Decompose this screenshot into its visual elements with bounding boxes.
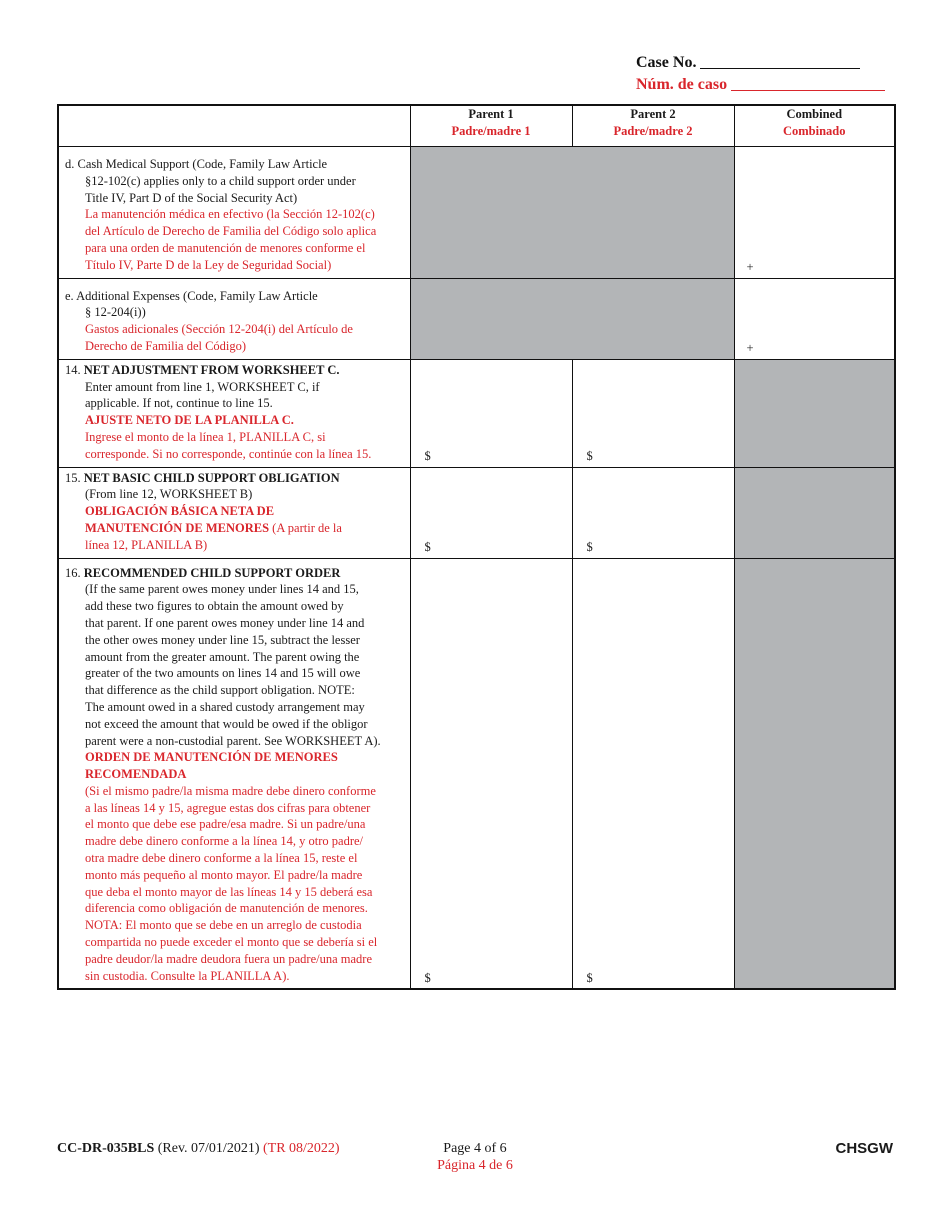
- column-header-parent2: [572, 105, 734, 147]
- row-d-es-line: del Artículo de Derecho de Familia del Código solo aplica: [85, 224, 377, 239]
- row-14-net-adjustment: [58, 359, 895, 467]
- row-16-parent1-input[interactable]: [410, 558, 572, 989]
- column-header-combined: [734, 105, 895, 147]
- row-15-parent2-input[interactable]: [572, 467, 734, 558]
- row-15-title-es: MANUTENCIÓN DE MENORES: [85, 520, 270, 535]
- case-number-label-es: Núm. de caso: [636, 76, 728, 93]
- row-d-en-line: §12-102(c) applies only to a child support order under: [85, 173, 356, 188]
- row-e-es-line: Gastos adicionales (Sección 12-204(i) del Artículo de: [85, 322, 353, 337]
- plus-sign: +: [746, 340, 754, 355]
- row-16-en-line: that difference as the child support obligation. NOTE:: [85, 683, 355, 698]
- form-brand-code: CHSGW: [835, 1140, 893, 1157]
- row-d-es-line: Título IV, Parte D de la Ley de Seguridad Social): [85, 257, 332, 272]
- dollar-sign: $: [586, 970, 593, 985]
- row-e-es-line: Derecho de Familia del Código): [85, 338, 247, 353]
- row-15-number: 15.: [65, 470, 81, 485]
- case-number-label: Case No.: [636, 54, 697, 71]
- row-15-combined-shaded: [734, 467, 895, 558]
- row-e-description: [58, 278, 410, 359]
- row-15-parent1-input[interactable]: [410, 467, 572, 558]
- case-number-line[interactable]: [700, 52, 860, 69]
- row-16-en-line: greater of the two amounts on lines 14 and 15 will owe: [85, 666, 361, 681]
- table-header-row: [58, 105, 895, 147]
- row-e-en-line: e. Additional Expenses (Code, Family Law Article: [65, 288, 318, 303]
- row-14-combined-shaded: [734, 359, 895, 467]
- row-16-combined-shaded: [734, 558, 895, 989]
- row-14-title: NET ADJUSTMENT FROM WORKSHEET C.: [83, 362, 340, 377]
- row-e-en-line: § 12-204(i)): [85, 305, 146, 320]
- row-16-es-line: (Si el mismo padre/la misma madre debe dinero conforme: [85, 783, 376, 798]
- page-number-es: Página 4 de 6: [437, 1158, 513, 1173]
- row-14-parent2-input[interactable]: [572, 359, 734, 467]
- page-number-en: Page 4 of 6: [443, 1141, 507, 1156]
- parent2-label: Parent 2: [630, 107, 676, 121]
- row-15-en-line: (From line 12, WORKSHEET B): [85, 487, 253, 502]
- dollar-sign: $: [424, 539, 431, 554]
- row-d-shaded-cell: [410, 147, 734, 279]
- row-16-en-line: add these two figures to obtain the amount owed by: [85, 599, 344, 614]
- row-16-es-line: madre debe dinero conforme a la línea 14, y otro padre/: [85, 834, 364, 849]
- row-16-es-line: padre deudor/la madre deudora fuera un padre/una madre: [85, 951, 373, 966]
- dollar-sign: $: [586, 539, 593, 554]
- row-14-parent1-input[interactable]: [410, 359, 572, 467]
- parent1-label: Parent 1: [468, 107, 514, 121]
- row-additional-expenses: [58, 278, 895, 359]
- row-16-recommended-order: [58, 558, 895, 989]
- row-14-title-es: AJUSTE NETO DE LA PLANILLA C.: [85, 413, 294, 428]
- row-d-es-line: para una orden de manutención de menores conforme el: [85, 240, 366, 255]
- dollar-sign: $: [424, 448, 431, 463]
- row-e-combined-input[interactable]: [734, 278, 895, 359]
- row-14-en-line: applicable. If not, continue to line 15.: [85, 396, 273, 411]
- row-d-combined-input[interactable]: [734, 147, 895, 279]
- row-e-shaded-cell: [410, 278, 734, 359]
- row-16-es-line: diferencia como obligación de manutención de menores.: [85, 901, 368, 916]
- row-16-title: RECOMMENDED CHILD SUPPORT ORDER: [83, 565, 341, 580]
- row-16-es-line: monto más pequeño al monto mayor. El padre/la madre: [85, 867, 363, 882]
- row-16-en-line: the other owes money under line 15, subtract the lesser: [85, 632, 360, 647]
- row-16-en-line: (If the same parent owes money under lines 14 and 15,: [85, 582, 359, 597]
- row-d-es-line: La manutención médica en efectivo (la Sección 12-102(c): [85, 207, 375, 222]
- dollar-sign: $: [424, 970, 431, 985]
- row-16-en-line: amount from the greater amount. The parent owing the: [85, 649, 360, 664]
- row-15-net-basic-obligation: [58, 467, 895, 558]
- row-15-title-es: OBLIGACIÓN BÁSICA NETA DE: [85, 504, 275, 519]
- case-number-field[interactable]: [636, 52, 860, 72]
- row-d-en-line: d. Cash Medical Support (Code, Family Law Article: [65, 157, 328, 171]
- parent2-label-es: Padre/madre 2: [613, 123, 693, 138]
- row-14-es-line: corresponde. Si no corresponde, continúe con la línea 15.: [85, 446, 372, 461]
- row-d-description: [58, 147, 410, 279]
- row-16-es-line: NOTA: El monto que se debe en un arreglo de custodia: [85, 918, 362, 933]
- row-16-en-line: that parent. If one parent owes money under line 14 and: [85, 615, 365, 630]
- dollar-sign: $: [586, 448, 593, 463]
- row-15-es-line: línea 12, PLANILLA B): [85, 537, 208, 552]
- row-cash-medical-support: [58, 147, 895, 279]
- page-number: [0, 1140, 950, 1174]
- row-15-title: NET BASIC CHILD SUPPORT OBLIGATION: [83, 470, 340, 485]
- case-number-field-es[interactable]: [636, 74, 885, 94]
- combined-label: Combined: [786, 107, 843, 121]
- header-blank: [58, 105, 410, 147]
- form-revision: (Rev. 07/01/2021): [154, 1141, 263, 1156]
- column-header-parent1: [410, 105, 572, 147]
- row-15-es-line: (A partir de la: [269, 520, 342, 535]
- row-16-title-es: RECOMENDADA: [85, 767, 187, 782]
- row-16-es-line: a las líneas 14 y 15, agregue estas dos cifras para obtener: [85, 800, 371, 815]
- row-16-en-line: The amount owed in a shared custody arrangement may: [85, 699, 365, 714]
- row-14-es-line: Ingrese el monto de la línea 1, PLANILLA C, si: [85, 429, 326, 444]
- row-16-es-line: el monto que debe ese padre/esa madre. Si un padre/una: [85, 817, 366, 832]
- row-d-en-line: Title IV, Part D of the Social Security Act): [85, 190, 298, 205]
- row-16-es-line: sin custodia. Consulte la PLANILLA A).: [85, 968, 290, 983]
- row-16-en-line: not exceed the amount that would be owed if the obligor: [85, 716, 368, 731]
- case-number-line-es[interactable]: [731, 74, 885, 91]
- combined-label-es: Combinado: [782, 123, 846, 138]
- row-15-description: [58, 467, 410, 558]
- form-code-id: CC-DR-035BLS: [57, 1141, 155, 1156]
- row-16-en-line: parent were a non-custodial parent. See WORKSHEET A).: [85, 733, 381, 748]
- row-14-description: [58, 359, 410, 467]
- row-16-title-es: ORDEN DE MANUTENCIÓN DE MENORES: [85, 750, 338, 765]
- row-14-number: 14.: [65, 362, 81, 377]
- row-16-es-line: otra madre debe dinero conforme a la línea 15, reste el: [85, 851, 358, 866]
- plus-sign: +: [746, 259, 754, 274]
- row-14-en-line: Enter amount from line 1, WORKSHEET C, if: [85, 379, 320, 394]
- form-translation-rev: (TR 08/2022): [262, 1141, 340, 1156]
- row-16-number: 16.: [65, 565, 81, 580]
- row-16-description: [58, 558, 410, 989]
- row-16-parent2-input[interactable]: [572, 558, 734, 989]
- worksheet-table: [57, 104, 896, 990]
- parent1-label-es: Padre/madre 1: [451, 123, 531, 138]
- row-16-es-line: que deba el monto mayor de las líneas 14 y 15 deberá esa: [85, 884, 373, 899]
- row-16-es-line: compartida no puede exceder el monto que se debería si el: [85, 935, 378, 950]
